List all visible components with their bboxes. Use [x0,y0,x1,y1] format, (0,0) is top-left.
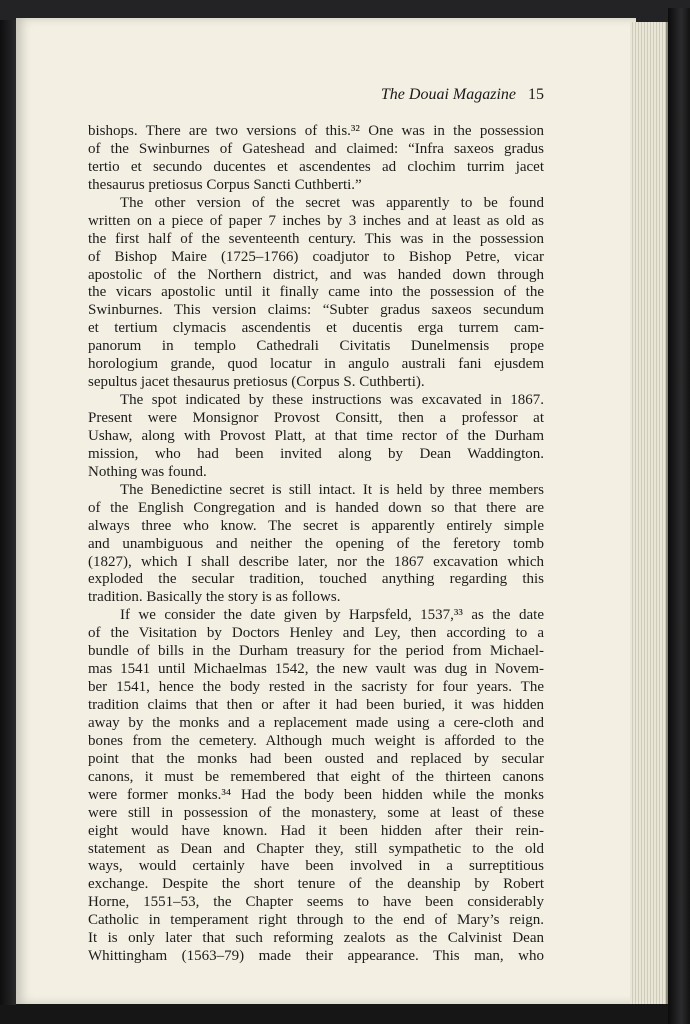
text-line: exchange. Despite the short tenure of the deanship by Robert [88,876,544,893]
text-line: ways, would certainly have been involved in a surreptitious [88,858,544,875]
text-line: bishops. There are two versions of this.³² One was in the possession [88,123,544,139]
text-line: Horne, 1551–53, the Chapter seems to have been considerably [88,894,544,911]
journal-title: The Douai Magazine [380,86,516,103]
text-line: always three who know. The secret is apparently entirely simple [88,517,544,534]
text-line: tradition. Basically the story is as follows. [88,589,341,606]
text-line: of the Visitation by Doctors Henley and Ley, then according to a [88,625,544,642]
text-line: tertio et secundo ducentes et ascendentes ad clochim turrim jacet [88,158,544,175]
text-line: exploded the secular tradition, touched anything regarding this [88,571,544,588]
body-text [88,123,544,966]
text-line: The other version of the secret was apparently to be found [120,194,544,211]
text-line: were still in possession of the monastery, some at least of these [88,804,544,821]
text-line: (1827), which I shall describe later, nor the 1867 excavation which [88,553,544,570]
text-line: bundle of bills in the Durham treasury for the period from Michael- [88,643,544,660]
text-line: If we consider the date given by Harpsfeld, 1537,³³ as the date [120,607,544,624]
text-line: of Bishop Maire (1725–1766) coadjutor to Bishop Petre, vicar [88,248,544,265]
text-line: It is only later that such reforming zealots as the Calvinist Dean [88,930,544,947]
text-line: Swinburnes. This version claims: “Subter gradus saxeos secundum [88,302,544,319]
text-line: canons, it must be remembered that eight of the thirteen canons [88,768,544,785]
text-line: ber 1541, hence the body rested in the sacristy for four years. The [88,679,544,696]
text-line: Ushaw, along with Provost Platt, at that time rector of the Durham [88,427,544,444]
text-line: the first half of the seventeenth century. This was in the possession [88,230,544,247]
text-line: point that the monks had been ousted and replaced by secular [88,750,544,767]
text-line: panorum in templo Cathedrali Civitatis Dunelmensis prope [88,338,544,355]
text-line: statement as Dean and Chapter they, still sympathetic to the old [88,840,544,857]
text-line: mas 1541 until Michaelmas 1542, the new vault was dug in Novem- [88,661,544,678]
text-line: away by the monks and a replacement made using a cere-cloth and [88,714,544,731]
text-line: The spot indicated by these instructions was excavated in 1867. [120,392,544,409]
text-line: tradition claims that then or after it had been buried, it was hidden [88,697,544,713]
running-head [300,86,544,110]
book-cover-edge [668,8,690,1024]
text-line: written on a piece of paper 7 inches by 3 inches and at least as old as [88,212,544,229]
text-line: Catholic in temperament right through to the end of Mary’s reign. [88,912,544,929]
text-line: Present were Monsignor Provost Consitt, then a professor at [88,410,544,426]
binding-gutter [0,20,16,1005]
text-line: et tertium clymacis ascendentis et ducentis erga turrem cam- [88,320,544,337]
text-line: of the Swinburnes of Gateshead and claimed: “Infra saxeos gradus [88,140,544,157]
text-line: of the English Congregation and is handed down so that there are [88,499,544,516]
page-edges [630,22,668,1004]
text-line: Whittingham (1563–79) made their appearance. This man, who [88,948,544,965]
text-line: Nothing was found. [88,463,207,480]
text-line: sepultus jacet thesaurus pretiosus (Corpus S. Cuthberti). [88,374,425,391]
text-line: the vicars apostolic until it finally came into the possession of the [88,284,544,301]
text-line: The Benedictine secret is still intact. It is held by three members [120,481,544,498]
text-line: eight would have known. Had it been hidden after their rein- [88,822,544,839]
text-line: mission, who had been invited along by Dean Waddington. [88,445,544,462]
text-line: thesaurus pretiosus Corpus Sancti Cuthberti.” [88,176,362,193]
text-line: and unambiguous and neither the opening of the feretory tomb [88,535,544,552]
page-number: 15 [528,86,544,103]
text-line: horologium grande, quod locatur in angulo australi fani ejusdem [88,356,544,373]
text-line: apostolic of the Northern district, and was handed down through [88,266,544,283]
text-line: bones from the cemetery. Although much weight is afforded to the [88,732,544,749]
text-line: were former monks.³⁴ Had the body been hidden while the monks [88,786,544,803]
